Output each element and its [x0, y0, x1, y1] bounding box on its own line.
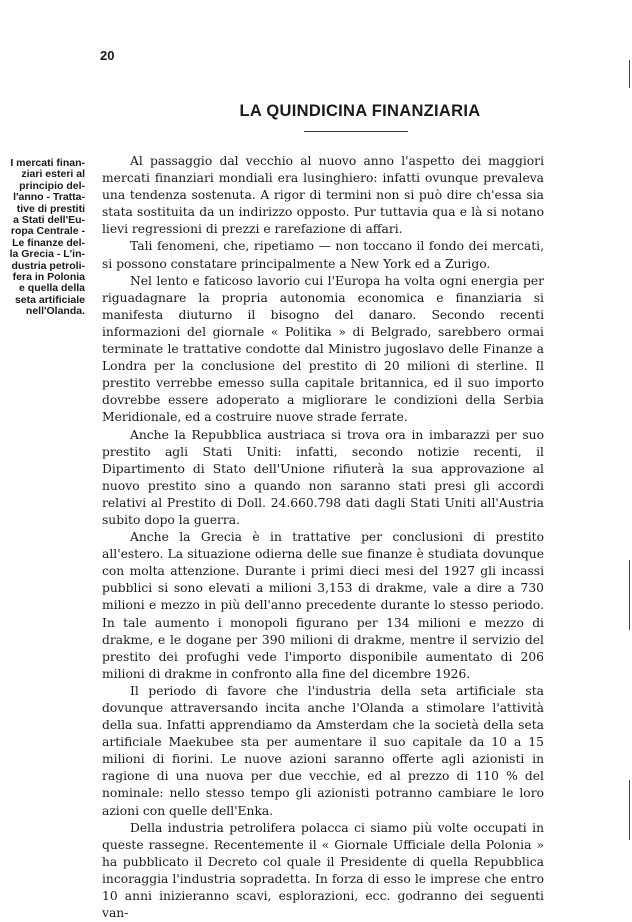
paragraph: Della industria petrolifera polacca ci siamo più volte occupati in queste rassegne. Recentemente il « Giornale Ufficiale della Polonia » ha pubblicato il Decreto col quale il Presidente di quella Repubblica incoraggia l'industria sopradetta. In forza di esso le imprese che entro 10 anni inizieranno scavi, esplorazioni, ecc. godranno dei seguenti van- [102, 820, 544, 921]
article-body [102, 153, 544, 922]
title-rule [304, 131, 408, 132]
scan-edge-mark [629, 560, 630, 630]
scan-edge-mark [629, 60, 630, 88]
margin-line: e quella della [19, 282, 85, 295]
margin-line: nell'Olanda. [25, 305, 85, 318]
paragraph: Al passaggio dal vecchio al nuovo anno l'aspetto dei maggiori mercati finanziari mondiali era lusinghiero: infatti ovunque prevaleva una tendenza sostenuta. A rigor di termini non si può dire ch'essa sia stata sostituita da un indirizzo opposto. Pur tuttavia qua e là si notano lievi regressioni di prezzi e rarefazione di affari. [102, 154, 544, 237]
margin-line: Le finanze del- [12, 236, 85, 249]
margin-line: I mercati finan- [10, 157, 85, 169]
margin-line: ropa Centrale - [10, 225, 85, 238]
paragraph: Il periodo di favore che l'industria della seta artificiale sta dovunque attraversando incita anche l'Olanda a stimolare l'attività della sua. Infatti apprendiamo da Amsterdam che la società della seta artificiale Maekubee sta per aumentare il suo capitale da 10 a 15 milioni di fiorini. Le nuove azioni saranno offerte agli azionisti in ragione di una nuova per due vecchie, ed al prezzo di 110 % del nominale: nello stesso tempo gli azionisti potranno cambiare le loro azioni con quelle dell'Enka. [102, 683, 544, 818]
margin-line: dustria petroli- [11, 259, 85, 272]
margin-line: tive di prestiti [16, 202, 85, 215]
paragraph: Nel lento e faticoso lavorio cui l'Europa ha volta ogni energia per riguadagnare la propria autonomia economica e finanziaria si manifesta diuturno il bisogno del danaro. Secondo recenti informazioni del giornale « Politika » di Belgrado, sarebbero ormai terminate le trattative condotte dal Ministro jugoslavo delle Finanze a Londra per la conclusione del prestito di 20 milioni di sterline. Il prestito verrebbe emesso sulla capitale britannica, ed il suo importo dovrebbe essere adoperato a migliorare le condizioni della Serbia Meridionale, ed a costruire nuove strade ferrate. [102, 273, 544, 425]
margin-line: ziari esteri al [21, 168, 85, 181]
paragraph: Anche la Repubblica austriaca si trova ora in imbarazzi per suo prestito agli Stati Uniti: infatti, secondo notizie recenti, il Dipartimento di Stato dell'Unione rifiuterà la sua approvazione al nuovo prestito sino a quando non saranno stati presi gli accordi relativi al Prestito di Doll. 24.660.798 dati dagli Stati Uniti all'Austria subito dopo la guerra. [102, 427, 544, 527]
article-title: LA QUINDICINA FINANZIARIA [239, 102, 481, 120]
scan-edge-mark [629, 780, 630, 840]
margin-summary [6, 158, 85, 318]
margin-line: seta artificiale [14, 293, 85, 306]
page-number: 20 [100, 48, 115, 63]
margin-line: a Stati dell'Eu- [13, 214, 85, 227]
margin-line: fera in Polonia [12, 271, 85, 284]
margin-line: la Grecia - L'in- [9, 248, 85, 261]
margin-line: principio del- [19, 179, 85, 192]
paragraph: Anche la Grecia è in trattative per conclusioni di prestito all'estero. La situazione odierna delle sue finanze è studiata dovunque con molta attenzione. Durante i primi dieci mesi del 1927 gli incassi pubblici si sono elevati a milioni 3,153 di drakme, vale a dire a 730 milioni e mezzo in più dell'anno precedente durante lo stesso periodo. In tale aumento i monopoli figurano per 134 milioni e mezzo di drakme, e le dogane per 390 milioni di drakme, mentre il servizio del prestito dei profughi vede l'importo disponibile aumentato di 206 milioni di drakme in confronto alla fine del dicembre 1926. [102, 530, 544, 681]
paragraph: Tali fenomeni, che, ripetiamo — non toccano il fondo dei mercati, si possono constatare principalmente a New York ed a Zurigo. [102, 239, 544, 271]
margin-line: l'anno - Tratta- [13, 191, 85, 204]
